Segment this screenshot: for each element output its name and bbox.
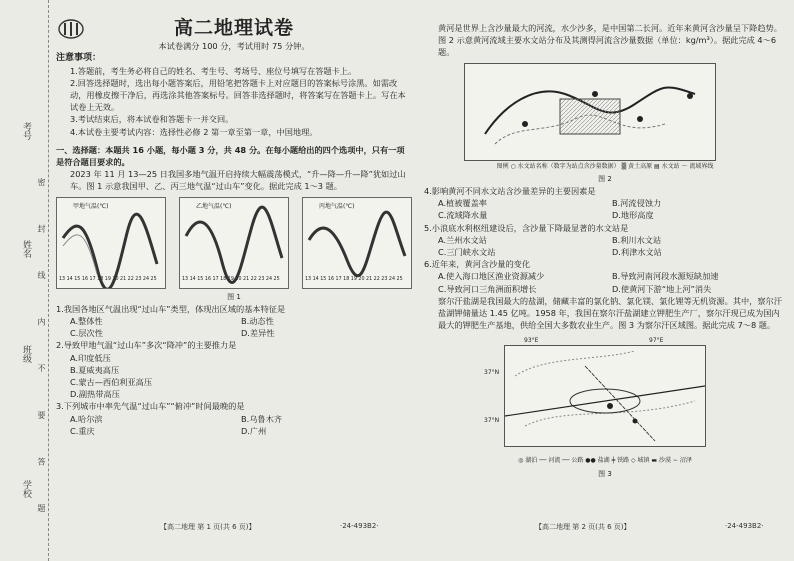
option: D.副热带高压: [70, 389, 120, 400]
option: C.三门峡水文站: [438, 247, 496, 258]
climate-panel-label: 丙地气温(℃): [319, 202, 355, 210]
option: D.使黄河下游“地上河”消失: [612, 283, 712, 294]
exam-title: 高二地理试卷: [173, 17, 294, 39]
option: A.印度低压: [70, 352, 111, 363]
option: B.夏威夷高压: [70, 364, 120, 375]
left-page-code: ·24-493B2·: [340, 522, 379, 530]
question-4: 4.影响黄河不同水文站含沙量差异的主要因素是: [424, 186, 596, 197]
binding-label-name: 姓名: [21, 240, 31, 258]
question-3-options: [56, 413, 412, 437]
question-5: 5.小浪底水利枢纽建设后，含沙量下降最显著的水文站是: [424, 222, 629, 233]
option: A.使入海口地区渔业资源减少: [438, 271, 545, 282]
yellow-river-map: [464, 63, 716, 161]
climate-ticks: 13 14 15 16 17 18 19 20 21 22 23 24 25: [59, 277, 157, 283]
seal-line-text: 密 封 线 内 不 要 答 题: [37, 178, 46, 530]
question-2: 2.导致甲地气温“过山车”多次“降冲”的主要推力是: [56, 340, 237, 351]
figure-3: [484, 335, 786, 455]
climate-panel-yi: [179, 197, 289, 289]
question-1: 1.我国各地区气温出现“过山车”类型，体现出区域的基本特征是: [56, 303, 286, 314]
figure-1-caption: 图 1: [227, 292, 241, 301]
binding-margin: [0, 0, 49, 561]
option: A.整体性: [70, 316, 103, 327]
exam-info: 本试卷满分 100 分，考试用时 75 分钟。: [158, 41, 310, 52]
option: C.流域降水量: [438, 210, 488, 221]
option: C.蒙古—西伯利亚高压: [70, 377, 153, 388]
climate-ticks: 13 14 15 16 17 18 19 20 21 22 23 24 25: [182, 277, 280, 283]
climate-panel-bing: [302, 197, 412, 289]
option: B.利川水文站: [612, 234, 662, 245]
climate-panel-label: 乙地气温(℃): [196, 202, 232, 210]
lat-label: 37°N: [484, 369, 500, 377]
right-page-code: ·24-493B2·: [725, 522, 764, 530]
option: B.河流侵蚀力: [612, 198, 662, 209]
option: C.重庆: [70, 425, 95, 436]
lat-label: 37°N: [484, 417, 500, 425]
section1-intro: 2023 年 11 月 13—25 日我国多地气温开启持续大幅震荡模式，“升—降—升—降”犹如过山车。图 1 示意我国甲、乙、丙三地气温“过山车”变化。据此完成 1～3 题。: [70, 169, 406, 192]
option: D.广州: [241, 425, 267, 436]
note-2: 2.回答选择题时，选出每小题答案后，用铅笔把答题卡上对应题目的答案标号涂黑。如需改动，用橡皮擦干净后，再选涂其他答案标号。回答非选择题时，将答案写在答题卡上。写在本试卷上无效。: [70, 77, 406, 113]
question-6-options: [424, 270, 786, 294]
option: C.层次性: [70, 328, 103, 339]
option: B.导致河南河段水源短缺加速: [612, 271, 719, 282]
binding-label-class: 班级: [21, 345, 31, 363]
figure-3-caption: 图 3: [598, 469, 612, 478]
binding-label-school: 学校: [21, 480, 31, 498]
left-page-footer: 【高二地理 第 1 页(共 6 页)】: [160, 523, 256, 531]
salt-lake-intro: 察尔汗盐湖是我国最大的盐湖，储藏丰富的氯化钠、氯化镁、氯化锂等无机资源。其中，察尔汗盐湖钾储量达 1.45 亿吨。1958 年，我国在察尔汗盐湖建立钾肥生产厂，察尔汗现已成为国内最大的钾肥生产基地，供给全国大多数农业生产。图 3 为察尔汗区域图。据此完成 7～8 题。: [438, 295, 782, 331]
note-1: 1.答题前，考生务必将自己的姓名、考生号、考场号、座位号填写在答题卡上。: [70, 65, 357, 76]
publisher-logo: [58, 18, 84, 40]
option: D.地形高度: [612, 210, 654, 221]
notes-heading: 注意事项：: [56, 53, 102, 64]
option: A.兰州水文站: [438, 234, 487, 245]
question-4-options: [424, 197, 786, 221]
question-5-options: [424, 234, 786, 258]
figure-1: [56, 197, 412, 289]
section1-heading: 一、选择题：本题共 16 小题，每小题 3 分，共 48 分。在每小题给出的四个选项中，只有一项是符合题目要求的。: [56, 144, 405, 168]
option: B.动态性: [241, 316, 274, 327]
option: D.差异性: [241, 328, 275, 339]
question-3: 3.下列城市中率先气温“过山车”“俯冲”时间最晚的是: [56, 401, 245, 412]
lon-label: 93°E: [524, 337, 539, 345]
lon-label: 97°E: [649, 337, 664, 345]
right-page-footer: 【高二地理 第 2 页(共 6 页)】: [535, 523, 631, 531]
climate-panel-jia: [56, 197, 166, 289]
figure-3-legend: ◎ 湖泊 ── 河流 ── 公路 ●● 盐湖 ┿ 铁路 ◇ 城镇 ▬ 沙漠 ∼ 沼泽: [518, 457, 692, 465]
right-page: [424, 22, 786, 480]
question-1-options: [56, 315, 412, 339]
option: A.哈尔滨: [70, 413, 103, 424]
climate-ticks: 13 14 15 16 17 18 19 20 21 22 23 24 25: [305, 277, 403, 283]
question-2-options: [56, 352, 412, 401]
option: B.乌鲁木齐: [241, 413, 282, 424]
note-3: 3.考试结束后，将本试卷和答题卡一并交回。: [70, 114, 234, 125]
figure-2-caption: 图 2: [598, 174, 612, 183]
option: A.植被覆盖率: [438, 198, 487, 209]
figure-2-legend: 图例 ○ 水文站名称（数字为站点含沙量数据） ▒ 黄土高原 ▤ 水文站 ～ 流域界线: [496, 162, 714, 170]
binding-label-exam-number: 考号: [21, 122, 31, 140]
left-page: [56, 8, 412, 437]
option: D.利津水文站: [612, 247, 662, 258]
climate-panel-label: 甲地气温(℃): [73, 202, 109, 210]
yellow-river-intro: 黄河是世界上含沙量最大的河流，水少沙多，是中国第二长河。近年来黄河含沙量呈下降趋势。图 2 示意黄河流域主要水文站分布及其测得河流含沙量数据（单位：kg/m³）。据此完成 4～6 题。: [438, 23, 782, 58]
option: C.导致河口三角洲面积增长: [438, 283, 537, 294]
question-6: 6.近年来，黄河含沙量的变化: [424, 259, 531, 270]
qarhan-region-map: [504, 345, 706, 447]
note-4: 4.本试卷主要考试内容：选择性必修 2 第一章至第一章，中国地理。: [70, 126, 318, 137]
